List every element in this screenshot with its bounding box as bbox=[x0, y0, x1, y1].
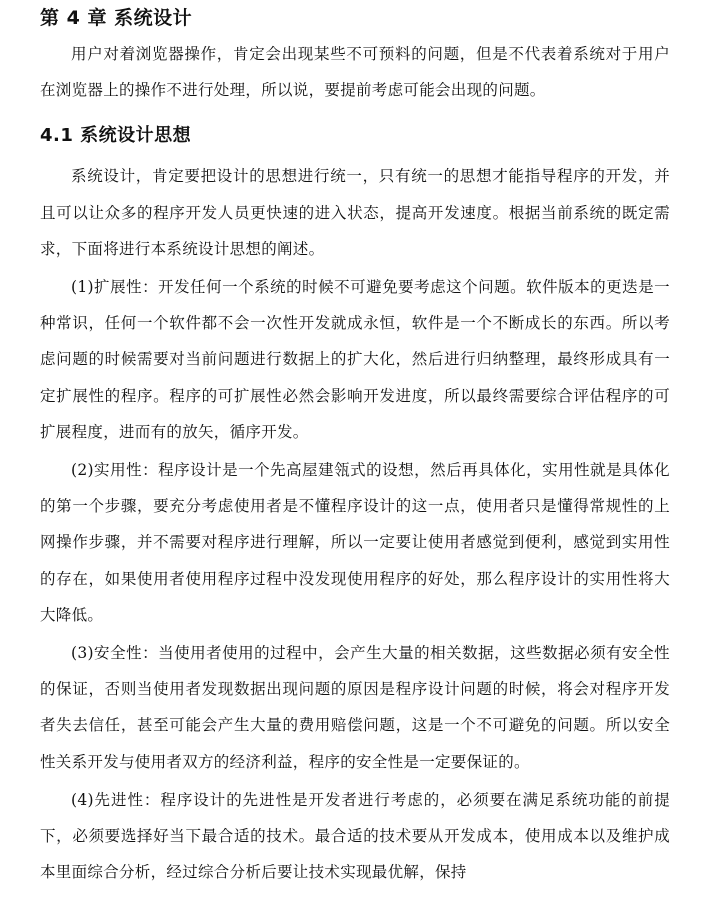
document-page bbox=[40, 0, 670, 892]
paragraph-extensibility: (1)扩展性：开发任何一个系统的时候不可避免要考虑这个问题。软件版本的更迭是一种常识，任何一个软件都不会一次性开发就成永恒，软件是一个不断成长的东西。所以考虑问题的时候需要对当前问题进行数据上的扩大化，然后进行归纳整理，最终形成具有一定扩展性的程序。程序的可扩展性必然会影响开发进度，所以最终需要综合评估程序的可扩展程度，进而有的放矢，循序开发。 bbox=[40, 278, 670, 441]
section-title: 4.1 系统设计思想 bbox=[40, 125, 192, 147]
paragraph-overview: 系统设计，肯定要把设计的思想进行统一，只有统一的思想才能指导程序的开发，并且可以让众多的程序开发人员更快速的进入状态，提高开发速度。根据当前系统的既定需求，下面将进行本系统设计思想的阐述。 bbox=[40, 167, 670, 258]
intro-paragraph: 用户对着浏览器操作，肯定会出现某些不可预料的问题，但是不代表着系统对于用户在浏览器上的操作不进行处理，所以说，要提前考虑可能会出现的问题。 bbox=[40, 45, 670, 100]
paragraph-security: (3)安全性：当使用者使用的过程中，会产生大量的相关数据，这些数据必须有安全性的保证，否则当使用者发现数据出现问题的原因是程序设计问题的时候，将会对程序开发者失去信任，甚至可能会产生大量的费用赔偿问题，这是一个不可避免的问题。所以安全性关系开发与使用者双方的经济利益，程序的安全性是一定要保证的。 bbox=[40, 644, 670, 771]
paragraph-advancement: (4)先进性：程序设计的先进性是开发者进行考虑的，必须要在满足系统功能的前提下，必须要选择好当下最合适的技术。最合适的技术要从开发成本，使用成本以及维护成本里面综合分析，经过综合分析后要让技术实现最优解，保持 bbox=[40, 790, 670, 882]
paragraph-practicality: (2)实用性：程序设计是一个先高屋建瓴式的设想，然后再具体化，实用性就是具体化的第一个步骤，要充分考虑使用者是不懂程序设计的这一点，使用者只是懂得常规性的上网操作步骤，并不需要对程序进行理解，所以一定要让使用者感觉到便利，感觉到实用性的存在，如果使用者使用程序过程中没发现使用程序的好处，那么程序设计的实用性将大大降低。 bbox=[40, 461, 670, 624]
chapter-title: 第 4 章 系统设计 bbox=[40, 7, 193, 29]
